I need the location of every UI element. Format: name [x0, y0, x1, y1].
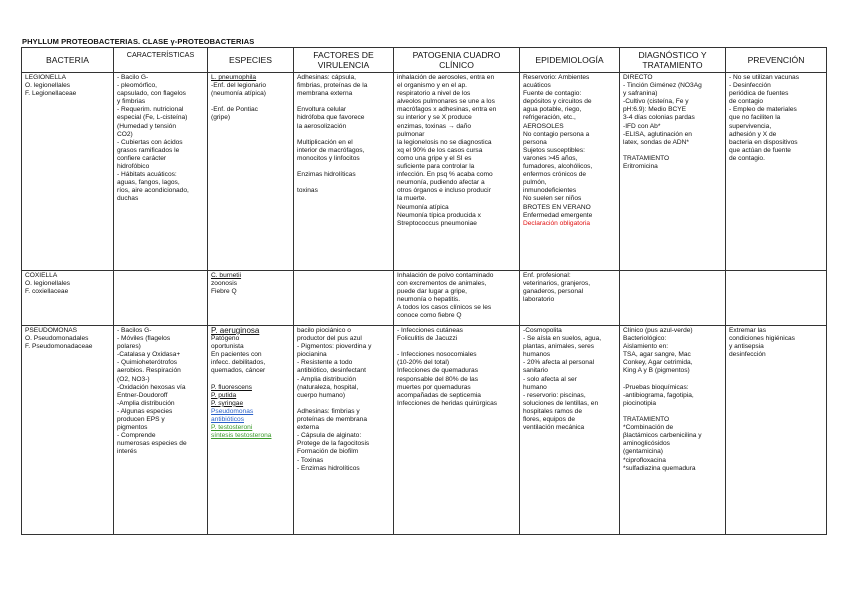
line-list [397, 272, 516, 321]
cell-text-line: enfermos crónicos de [523, 171, 587, 179]
cell-text-line: fimbrias, proteínas de la [297, 82, 368, 90]
cell-text-line: Entner-Doudoroff [117, 391, 168, 399]
cell-text-line: *Combinación de [623, 424, 674, 432]
cell-text-line: - Se aísla en suelos, agua, [523, 335, 602, 343]
cell-text-line: ganaderos, personal [523, 288, 584, 296]
cell-diagnostico [620, 326, 726, 535]
cell-text-line: y fimbrias [117, 98, 146, 106]
cell-text-line: conoce como fiebre Q [397, 312, 462, 320]
cell-text-line: (Humedad y tensión [117, 122, 177, 130]
cell-text-line: de contagio [729, 98, 764, 106]
cell-text-line [297, 131, 390, 139]
cell-text-line: fumadores, alcohólicos, [523, 163, 593, 171]
cell-epidemiologia [520, 73, 620, 271]
cell-text-line: (O2, NO3-) [117, 375, 150, 383]
line-list [211, 384, 290, 408]
cell-text-line: aguas, fangos, lagos, [117, 179, 180, 187]
cell-text-line: infección. En psq % acaba como [397, 171, 493, 179]
cell-text-line: Protege de la fagocitosis [297, 440, 370, 448]
line-list [117, 327, 204, 457]
cell-text-line: flores, equipos de [523, 416, 576, 424]
cell-text-line: Enf. profesional: [523, 272, 571, 279]
cell-text-line: Fuente de contagio: [523, 90, 582, 98]
cell-patogenia [394, 271, 520, 326]
cell-text-line: - Quimioheterótrofos [117, 359, 178, 367]
line-list [25, 327, 110, 351]
cell-text-line: F. coxiellaceae [25, 288, 69, 296]
cell-text-line: hospitales ramos de [523, 407, 583, 415]
cell-text-line: xq el 90% de los casos cursa [397, 146, 483, 154]
cell-text-line: y safranina) [623, 90, 658, 98]
cell-text-line: A todos los casos clínicos se les [397, 304, 492, 312]
cell-text-line: síntesis testosterona [211, 432, 272, 440]
cell-text-line: *sulfadiazina quemadura [623, 464, 696, 472]
cell-text-line: capsulado, con flagelos [117, 90, 186, 98]
cell-text-line: depósitos y circuitos de [523, 98, 592, 106]
cell-text-line: veterinarios, granjeros, [523, 280, 591, 288]
cell-text-line [623, 376, 722, 384]
cell-bacteria [22, 73, 114, 271]
cell-text-line: F. Legionellaceae [25, 90, 77, 98]
cell-text-line: - Bacilo G- [117, 74, 149, 81]
cell-text-line: suficiente para controlar la [397, 163, 475, 171]
cell-text-line: la muerte. [397, 195, 427, 203]
line-list [297, 74, 390, 195]
cell-diagnostico [620, 271, 726, 326]
cell-text-line: Enzimas hidrolíticas [297, 171, 356, 179]
line-list [211, 280, 290, 296]
cell-text-line: pulmón, [523, 179, 547, 187]
cell-text-line: Multiplicación en el [297, 138, 353, 146]
line-list [729, 327, 823, 359]
cell-text-line: TRATAMIENTO [623, 154, 670, 162]
cell-text-line: P. testosteroni [211, 424, 253, 432]
line-list [211, 408, 290, 424]
cell-text-line: Conkey, Agar cetrimida, [623, 359, 693, 367]
cell-text-line: producen EPS y [117, 416, 165, 424]
cell-text-line: bacilo piociánico o [297, 327, 351, 334]
cell-text-line: piocinotipia [623, 399, 656, 407]
mandatory-declaration: Declaración obligatoria [523, 219, 591, 227]
cell-text-line: neumonía o hepatitis. [397, 296, 461, 304]
cell-text-line: - Requerim. nutricional [117, 106, 184, 114]
cell-text-line: otros órganos e incluso producir [397, 187, 491, 195]
cell-text-line: Patógeno [211, 335, 240, 343]
cell-text-line: Fiebre Q [211, 288, 237, 296]
cell-bacteria [22, 326, 114, 535]
cell-text-line: Inhalación de polvo contaminado [397, 272, 494, 279]
cell-text-line: acuáticos [523, 82, 551, 90]
line-list [25, 74, 110, 98]
table-row-pseudomonas [22, 326, 827, 535]
header-caracteristicas: CARACTERÍSTICAS [114, 48, 208, 73]
cell-text-line: O. legionellales [25, 82, 71, 90]
cell-text-line: antibiótico, desinfectant [297, 367, 366, 375]
cell-text-line: hidrófoba que favorece [297, 114, 365, 122]
header-patogenia: PATOGENIA CUADRO CLÍNICO [394, 48, 520, 73]
cell-text-line [297, 163, 390, 171]
cell-caracteristicas [114, 326, 208, 535]
line-list [211, 335, 290, 375]
cell-text-line: polares) [117, 343, 141, 351]
cell-text-line: BROTES EN VERANO [523, 203, 591, 211]
cell-text-line: condiciones higiénicas [729, 335, 795, 343]
line-list [397, 74, 516, 228]
cell-text-line: toxinas [297, 187, 318, 195]
cell-text-line: aerobios. Respiración [117, 367, 181, 375]
cell-text-line [297, 179, 390, 187]
cell-text-line: P. syringae [211, 399, 244, 407]
cell-text-line: - solo afecta al ser [523, 375, 577, 383]
cell-text-line: grasos ramificados le [117, 146, 180, 154]
cell-text-line: -Enf. de Pontiac [211, 106, 258, 114]
cell-text-line: Bacteriológico: [623, 335, 667, 343]
cell-text-line [397, 343, 516, 351]
cell-prevencion [726, 326, 827, 535]
cell-text-line: confiere carácter [117, 154, 167, 162]
cell-text-line: Reservorio: Ambientes [523, 74, 590, 81]
cell-text-line: periódica de fuentes [729, 90, 789, 98]
cell-text-line: especial (Fe, L-cisteína) [117, 114, 188, 122]
cell-text-line: que actúan de fuente [729, 146, 791, 154]
cell-text-line: inhalación de aerosoles, entra en [397, 74, 495, 81]
cell-text-line: ríos, aire acondicionado, [117, 187, 189, 195]
cell-text-line: su interior y se X produce [397, 114, 472, 122]
cell-text-line: humano [523, 383, 547, 391]
cell-text-line: Infecciones de heridas quirúrgicas [397, 399, 498, 407]
cell-text-line: -Enf. del legionario [211, 82, 266, 90]
cell-text-line: externa [297, 424, 319, 432]
cell-text-line: muertes por quemaduras [397, 383, 471, 391]
cell-text-line: refrigeración, etc., [523, 114, 576, 122]
cell-text-line [623, 408, 722, 416]
cell-prevencion [726, 73, 827, 271]
cell-factores [294, 326, 394, 535]
cell-text-line: responsable del 80% de las [397, 375, 479, 383]
cell-epidemiologia [520, 326, 620, 535]
cell-factores [294, 271, 394, 326]
document-title: PHYLLUM PROTEOBACTERIAS. CLASE γ-PROTEOBACTERIAS [22, 37, 255, 46]
line-list [623, 74, 722, 171]
cell-text-line: duchas [117, 195, 139, 203]
cell-text-line: Neumonía atípica [397, 203, 449, 211]
cell-text-line: humanos [523, 351, 551, 359]
cell-text-line: ventilación mecánica [523, 424, 585, 432]
cell-text-line: que no faciliten la [729, 114, 781, 122]
cell-text-line: oportunista [211, 343, 244, 351]
cell-text-line [623, 147, 722, 155]
cell-text-line: -Amplia distribución [117, 399, 175, 407]
cell-epidemiologia [520, 271, 620, 326]
cell-text-line: - Toxinas [297, 456, 324, 464]
line-list [211, 82, 290, 122]
table-row-legionella [22, 73, 827, 271]
cell-prevencion [726, 271, 827, 326]
cell-text-line: y antisepsia [729, 343, 764, 351]
cell-text-line: Envoltura celular [297, 106, 347, 114]
cell-text-line: enzimas, toxinas → daño [397, 122, 472, 130]
cell-text-line: King A y B (pigmentos) [623, 367, 690, 375]
cell-text-line: AEROSOLES [523, 122, 564, 130]
cell-text-line: pulmonar [397, 130, 425, 138]
cell-text-line: acompañadas de septicemia [397, 391, 481, 399]
line-list [117, 74, 204, 204]
cell-text-line: Pseudomonas [211, 407, 254, 415]
cell-text-line: pH:6.9): Medio BCYE [623, 106, 687, 114]
cell-text-line: -Oxidación hexosas vía [117, 383, 186, 391]
cell-text-line: numerosas especies de [117, 440, 187, 448]
cell-text-line: P. putida [211, 391, 237, 399]
cell-text-line: - Algunas especies [117, 407, 173, 415]
cell-text-line: En pacientes con [211, 351, 262, 359]
cell-text-line: como una gripe y el SI es [397, 154, 472, 162]
cell-text-line: No suelen ser niños [523, 195, 582, 203]
header-bacteria: BACTERIA [22, 48, 114, 73]
cell-text-line: Streptococcus pneumoniae [397, 219, 477, 227]
cell-text-line [297, 98, 390, 106]
cell-bacteria [22, 271, 114, 326]
cell-text-line: Eritromicina [623, 163, 658, 171]
header-factores: FACTORES DE VIRULENCIA [294, 48, 394, 73]
cell-text-line: respiratorio a nivel de los [397, 90, 471, 98]
line-list [397, 327, 516, 408]
cell-text-line: quemados, cáncer [211, 367, 266, 375]
species-name: L. pneumophila [211, 74, 257, 81]
cell-text-line: P. fluorescens [211, 383, 252, 391]
cell-text-line: TSA, agar sangre, Mac [623, 351, 691, 359]
cell-text-line: con excrementos de animales, [397, 280, 487, 288]
cell-text-line: cuerpo humano) [297, 391, 346, 399]
cell-text-line: - Enzimas hidrolíticos [297, 464, 360, 472]
cell-text-line: inmunodeficientes [523, 187, 577, 195]
cell-text-line: - Hábitats acuáticos: [117, 171, 177, 179]
cell-factores [294, 73, 394, 271]
cell-text-line: - pleomórfico, [117, 82, 157, 90]
cell-text-line: -ELISA, aglutinación en [623, 130, 692, 138]
cell-text-line: COXIELLA [25, 272, 58, 279]
line-list [523, 272, 616, 304]
cell-caracteristicas [114, 73, 208, 271]
cell-text-line: - Resistente a todo [297, 359, 353, 367]
cell-text-line: Clínico (pus azul-verde) [623, 327, 693, 334]
cell-text-line: - Móviles (flagelos [117, 335, 171, 343]
cell-text-line: Foliculitis de Jacuzzi [397, 335, 458, 343]
cell-text-line: Extremar las [729, 327, 767, 334]
cell-text-line: proteínas de membrana [297, 416, 368, 424]
cell-text-line: (naturaleza, hospital, [297, 383, 359, 391]
line-list [523, 327, 616, 432]
cell-text-line: O. legionellales [25, 280, 71, 288]
cell-text-line: adhesión y X de [729, 130, 777, 138]
cell-text-line: CO2) [117, 130, 133, 138]
header-row [22, 48, 827, 73]
bacteria-table [21, 47, 827, 535]
cell-text-line: macrófagos x adhesinas, entra en [397, 106, 497, 114]
header-epidemiologia: EPIDEMIOLOGÍA [520, 48, 620, 73]
line-list [729, 74, 823, 163]
cell-text-line: interés [117, 448, 137, 456]
cell-text-line: - Comprende [117, 432, 156, 440]
cell-text-line: - Infecciones cutáneas [397, 327, 463, 334]
cell-text-line: - Tinción Giménez (NO3Ag [623, 82, 702, 90]
species-name: C. burnetii [211, 272, 242, 279]
cell-text-line: Sujetos susceptibles: [523, 146, 585, 154]
cell-text-line: -Pruebas bioquímicas: [623, 383, 689, 391]
cell-text-line: - Bacilos G- [117, 327, 152, 334]
cell-text-line: O. Pseudomonadales [25, 335, 89, 343]
cell-text-line: - No se utilizan vacunas [729, 74, 800, 81]
cell-diagnostico [620, 73, 726, 271]
cell-text-line [211, 98, 290, 106]
cell-text-line: bacteria en dispositivos [729, 138, 798, 146]
cell-text-line: - Pigmentos: pioverdina y [297, 343, 372, 351]
cell-text-line: - Empleo de materiales [729, 106, 797, 114]
cell-text-line: No contagio persona a [523, 130, 590, 138]
header-prevencion: PREVENCIÓN [726, 48, 827, 73]
cell-text-line: PSEUDOMONAS [25, 327, 78, 334]
cell-text-line: infecc. debilitados, [211, 359, 266, 367]
line-list [523, 74, 616, 220]
cell-text-line: hidrofóbico [117, 163, 150, 171]
cell-text-line: membrana externa [297, 90, 353, 98]
cell-text-line: -Cultivo (cisteína, Fe y [623, 98, 689, 106]
cell-text-line: βlactámicos carbenicilina y [623, 432, 702, 440]
cell-text-line: neumonía, pudiendo afectar a [397, 179, 485, 187]
cell-text-line: TRATAMIENTO [623, 416, 670, 424]
cell-text-line: puede dar lugar a gripe, [397, 288, 468, 296]
cell-text-line: antibióticos [211, 415, 244, 423]
cell-text-line: desinfección [729, 351, 766, 359]
header-diagnostico: DIAGNÓSTICO Y TRATAMIENTO [620, 48, 726, 73]
cell-text-line: supervivencia, [729, 122, 772, 130]
cell-text-line: - Cubiertas con ácidos [117, 138, 183, 146]
cell-caracteristicas [114, 271, 208, 326]
cell-text-line: - Cápsula de alginato: [297, 432, 362, 440]
cell-text-line: (10-20% del total) [397, 359, 450, 367]
line-list [25, 272, 110, 296]
cell-text-line: DIRECTO [623, 74, 653, 81]
cell-text-line: -Catalasa y Oxidasa+ [117, 351, 181, 359]
cell-especies [208, 326, 294, 535]
line-list [297, 327, 390, 473]
cell-text-line: agua potable, riego, [523, 106, 582, 114]
cell-text-line: - 20% afecta al personal [523, 359, 595, 367]
table-row-coxiella [22, 271, 827, 326]
cell-text-line: soluciones de lentillas, en [523, 399, 599, 407]
cell-text-line: plantas, animales, seres [523, 343, 595, 351]
cell-text-line: latex, sondas de ADN* [623, 138, 689, 146]
cell-text-line: la legionelosis no se diagnostica [397, 138, 492, 146]
cell-especies [208, 271, 294, 326]
cell-text-line: alveolos pulmonares se une a los [397, 98, 495, 106]
cell-text-line: - reservorio: piscinas, [523, 391, 586, 399]
cell-text-line: F. Pseudomonadaceae [25, 343, 93, 351]
cell-text-line [297, 400, 390, 408]
cell-text-line: laboratorio [523, 296, 555, 304]
cell-text-line: interior de macrófagos, [297, 146, 365, 154]
cell-text-line: Adhesinas: fimbrias y [297, 407, 360, 415]
cell-text-line: Infecciones de quemaduras [397, 367, 479, 375]
cell-text-line: - Desinfección [729, 82, 771, 90]
cell-text-line: -IFD con Ab* [623, 122, 661, 130]
cell-text-line: (gentamicina) [623, 448, 663, 456]
cell-especies [208, 73, 294, 271]
cell-text-line: piocianina [297, 351, 327, 359]
cell-text-line: (gripe) [211, 114, 231, 122]
cell-text-line: zoonosis [211, 280, 238, 288]
cell-text-line: Aislamiento en: [623, 343, 669, 351]
cell-text-line: - Infecciones nosocomiales [397, 351, 477, 359]
cell-text-line: -Cosmopolita [523, 327, 562, 334]
cell-text-line: productor del pus azul [297, 335, 362, 343]
cell-text-line: persona [523, 138, 547, 146]
cell-text-line: Formación de biofilm [297, 448, 359, 456]
cell-text-line: -antibiograma, fagotipia, [623, 391, 694, 399]
cell-text-line: monocitos y linfocitos [297, 154, 360, 162]
cell-text-line: sanitario [523, 367, 548, 375]
cell-text-line: Enfermedad emergente [523, 211, 593, 219]
cell-text-line: aminoglicósidos [623, 440, 670, 448]
cell-text-line: LEGIONELLA [25, 74, 67, 81]
cell-text-line: pigmentos [117, 424, 148, 432]
cell-patogenia [394, 326, 520, 535]
cell-text-line: el organismo y en el ap. [397, 82, 468, 90]
header-especies: ESPECIES [208, 48, 294, 73]
cell-text-line: 3-4 días colonias pardas [623, 114, 695, 122]
line-list [623, 327, 722, 473]
cell-text-line: varones >45 años, [523, 154, 578, 162]
cell-text-line: Neumonía típica producida x [397, 211, 481, 219]
cell-text-line: la aerosolización [297, 122, 347, 130]
line-list [211, 424, 290, 440]
cell-text-line: (neumonía atípica) [211, 90, 266, 98]
cell-text-line: de contagio. [729, 154, 765, 162]
cell-patogenia [394, 73, 520, 271]
cell-text-line: - Amplia distribución [297, 375, 357, 383]
cell-text-line: Adhesinas: cápsula, [297, 74, 357, 81]
species-name: P. aeruginosa [211, 327, 260, 335]
cell-text-line: *ciprofloxacina [623, 456, 666, 464]
